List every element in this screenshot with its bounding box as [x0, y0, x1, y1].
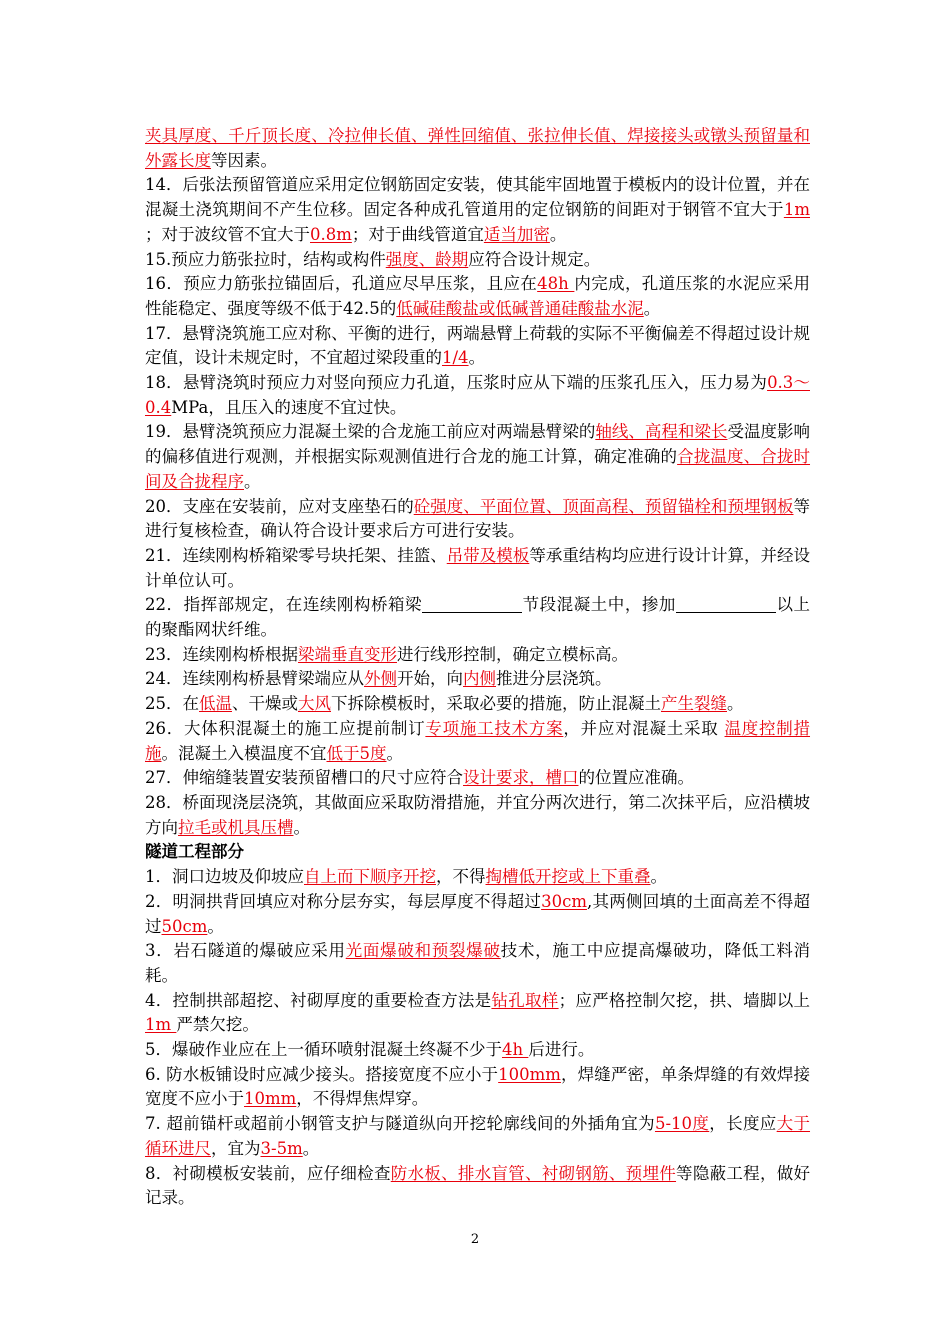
body-text: 19．悬臂浇筑预应力混凝土梁的合龙施工前应对两端悬臂梁的: [145, 422, 596, 442]
body-text: ，长度应: [709, 1114, 777, 1134]
paragraph: [145, 124, 810, 173]
answer-text: 1m: [145, 1015, 177, 1035]
answer-text: 适当加密: [483, 224, 550, 244]
paragraph: [145, 692, 810, 717]
paragraph: [145, 544, 810, 593]
answer-text: 50cm: [161, 916, 208, 936]
body-text: 6. 防水板铺设时应减少接头。搭接宽度不应小于: [145, 1064, 499, 1084]
answer-text: 温度控制措施: [145, 718, 811, 763]
body-text: 22．指挥部规定，在连续刚构桥箱梁: [145, 595, 423, 615]
answer-text: 低碱硅酸盐或低碱普通硅酸盐水泥: [396, 298, 644, 318]
body-text: 。: [207, 916, 224, 936]
body-text: ,其两侧回填的土面高差不得超过: [145, 891, 811, 936]
paragraph: [145, 593, 810, 642]
body-text: 进行线形控制，确定立模标高。: [397, 644, 628, 664]
answer-text: 钻孔取样: [491, 990, 559, 1010]
paragraph: [145, 322, 810, 371]
body-text: ；对于波纹管不宜大于: [145, 224, 310, 244]
answer-text: 100mm: [498, 1064, 561, 1084]
body-text: 等承重结构均应进行设计计算，并经设计单位认可。: [145, 545, 811, 590]
answer-text: 强度、龄期: [385, 249, 469, 269]
section-heading: [145, 840, 810, 865]
body-text: 。: [650, 867, 667, 887]
body-text: 下拆除模板时，采取必要的措施，防止混凝土: [331, 694, 661, 714]
body-text: 5．爆破作业应在上一循环喷射混凝土终凝不少于: [145, 1040, 502, 1060]
paragraph: [145, 371, 810, 420]
answer-text: 设计要求，槽口: [463, 768, 579, 788]
body-text: 应符合设计规定。: [468, 249, 601, 269]
body-text: 27．伸缩缝装置安装预留槽口的尺寸应符合: [145, 768, 463, 788]
body-text: MPa，且压入的速度不宜过快。: [171, 397, 407, 417]
answer-text: 1m: [783, 200, 810, 220]
fill-blank: [422, 595, 522, 613]
paragraph: [145, 939, 810, 988]
body-text: ；对于曲线管道宜: [351, 224, 484, 244]
answer-text: 内侧: [463, 669, 496, 689]
body-text: 的位置应准确。: [578, 768, 694, 788]
body-text: ，宜为: [211, 1138, 261, 1158]
body-text: ，焊缝严密，单条焊缝的有效焊接宽度不应小于: [145, 1064, 810, 1109]
body-text: 18．悬臂浇筑时预应力对竖向预应力孔道，压浆时应从下端的压浆孔压入，压力易为: [145, 373, 768, 393]
body-text: 推进分层浇筑。: [496, 669, 612, 689]
answer-text: 防水板、排水盲管、衬砌钢筋、预埋件: [390, 1163, 677, 1183]
body-text: 开始，向: [397, 669, 463, 689]
answer-text: 外侧: [364, 669, 397, 689]
answer-text: 0.3～0.4: [145, 373, 810, 417]
answer-text: 低于5度: [326, 743, 387, 763]
body-text: 8．衬砌模板安装前，应仔细检查: [145, 1163, 391, 1183]
answer-text: 大于循环进尺: [145, 1114, 811, 1158]
answer-text: 专项施工技术方案: [425, 718, 564, 738]
answer-text: 夹具厚度、千斤顶长度、冷拉伸长值、弹性回缩值、张拉伸长值、焊接接头或镦头预留量和外露长度: [145, 126, 810, 170]
body-text: 。: [468, 348, 486, 368]
body-text: 后进行。: [528, 1040, 595, 1060]
answer-text: 吊带及模板: [446, 545, 530, 565]
body-text: 隧道工程部分: [145, 842, 244, 862]
body-text: 受温度影响的偏移值进行观测，并根据实际观测值进行合龙的施工计算，确定准确的: [145, 422, 811, 467]
body-text: 7. 超前锚杆或超前小钢管支护与隧道纵向开挖轮廓线间的外插角宜为: [145, 1114, 655, 1134]
answer-text: 30cm: [541, 891, 587, 911]
document-body: [145, 124, 810, 1211]
body-text: 严禁欠挖。: [176, 1015, 259, 1035]
answer-text: 5-10度: [654, 1114, 710, 1134]
body-text: 25．在: [145, 694, 199, 714]
paragraph: [145, 173, 810, 247]
answer-text: 大风: [298, 694, 331, 714]
body-text: 。混凝土入模温度不宜: [161, 743, 327, 763]
body-text: 。: [386, 743, 403, 763]
body-text: 。: [293, 817, 310, 837]
body-text: 2．明洞拱背回填应对称分层夯实，每层厚度不得超过: [145, 891, 542, 911]
paragraph: [145, 865, 810, 890]
body-text: ，不得: [436, 867, 486, 887]
body-text: 等因素。: [211, 150, 277, 170]
paragraph: [145, 1162, 810, 1211]
paragraph: [145, 272, 810, 321]
body-text: 等隐蔽工程，做好记录。: [145, 1163, 811, 1208]
answer-text: 光面爆破和预裂爆破: [345, 941, 501, 961]
body-text: 26．大体积混凝土的施工应提前制订: [145, 718, 426, 738]
body-text: 技术，施工中应提高爆破功，降低工料消耗。: [145, 941, 811, 985]
answer-text: 自上而下顺序开挖: [304, 867, 436, 887]
answer-text: 合拢温度、合拢时间及合拢程序: [145, 447, 811, 491]
body-text: 内完成，孔道压浆的水泥应采用性能稳定、强度等级不低于42.5的: [145, 274, 811, 318]
answer-text: 0.8m: [310, 224, 352, 244]
answer-text: 拉毛或机具压槽: [178, 817, 294, 837]
body-text: 等进行复核检查，确认符合设计要求后方可进行安装。: [145, 496, 810, 541]
answer-text: 梁端垂直变形: [298, 644, 397, 664]
page-number: 2: [470, 1232, 480, 1247]
paragraph: [145, 495, 810, 544]
paragraph: [145, 1063, 810, 1112]
body-text: 。: [727, 694, 744, 714]
paragraph: [145, 1112, 810, 1161]
answer-text: 掏槽低开挖或上下重叠: [485, 867, 651, 887]
body-text: 以上的聚酯网状纤维。: [145, 595, 811, 640]
body-text: 14．后张法预留管道应采用定位钢筋固定安装，使其能牢固地置于模板内的设计位置，并在混凝土浇筑期间不产生位移。固定各种成孔管道用的定位钢筋的间距对于钢管不宜大于: [145, 175, 810, 220]
answer-text: 4h: [502, 1040, 529, 1060]
body-text: 28．桥面现浇层浇筑，其做面应采取防滑措施，并宜分两次进行，第二次抹平后，应沿横坡方向: [145, 792, 810, 837]
paragraph: [145, 890, 810, 939]
body-text: 节段混凝土中，掺加: [522, 595, 676, 615]
paragraph: [145, 1038, 810, 1063]
answer-text: 低温: [199, 694, 232, 714]
paragraph: [145, 643, 810, 668]
answer-text: 3-5m: [260, 1138, 303, 1158]
answer-text: 产生裂缝: [661, 694, 727, 714]
body-text: 1．洞口边坡及仰坡应: [145, 867, 304, 887]
body-text: ，不得焊焦焊穿。: [296, 1089, 429, 1109]
body-text: 。: [244, 471, 261, 491]
paragraph: [145, 248, 810, 273]
paragraph: [145, 667, 810, 692]
answer-text: 48h: [537, 274, 575, 294]
body-text: 24．连续刚构桥悬臂梁端应从: [145, 669, 364, 689]
body-text: 17．悬臂浇筑施工应对称、平衡的进行，两端悬臂上荷载的实际不平衡偏差不得超过设计规定值，设计未规定时，不宜超过梁段重的: [145, 323, 810, 368]
body-text: 。: [643, 298, 661, 318]
body-text: 20．支座在安装前，应对支座垫石的: [145, 496, 414, 516]
answer-text: 10mm: [244, 1089, 297, 1109]
body-text: 3．岩石隧道的爆破应采用: [145, 941, 346, 961]
paragraph: [145, 766, 810, 791]
body-text: 4．控制拱部超挖、衬砌厚度的重要检查方法是: [145, 990, 492, 1010]
body-text: 23．连续刚构桥根据: [145, 644, 298, 664]
fill-blank: [676, 595, 776, 613]
body-text: 15.预应力筋张拉时，结构或构件: [145, 249, 386, 269]
body-text: 。: [549, 224, 567, 244]
body-text: 21．连续刚构桥箱梁零号块托架、挂篮、: [145, 545, 447, 565]
body-text: 、干燥或: [232, 694, 298, 714]
body-text: 16．预应力筋张拉锚固后，孔道应尽早压浆，且应在: [145, 274, 538, 294]
answer-text: 砼强度、平面位置、顶面高程、预留锚栓和预埋钢板: [413, 496, 794, 516]
paragraph: [145, 420, 810, 494]
answer-text: 轴线、高程和梁长: [595, 422, 728, 442]
body-text: ；应严格控制欠挖，拱、墙脚以上: [558, 990, 811, 1010]
answer-text: 1/4: [442, 348, 469, 368]
body-text: ，并应对混凝土采取: [563, 718, 725, 738]
body-text: 。: [302, 1138, 320, 1158]
paragraph: [145, 717, 810, 766]
paragraph: [145, 989, 810, 1038]
paragraph: [145, 791, 810, 840]
